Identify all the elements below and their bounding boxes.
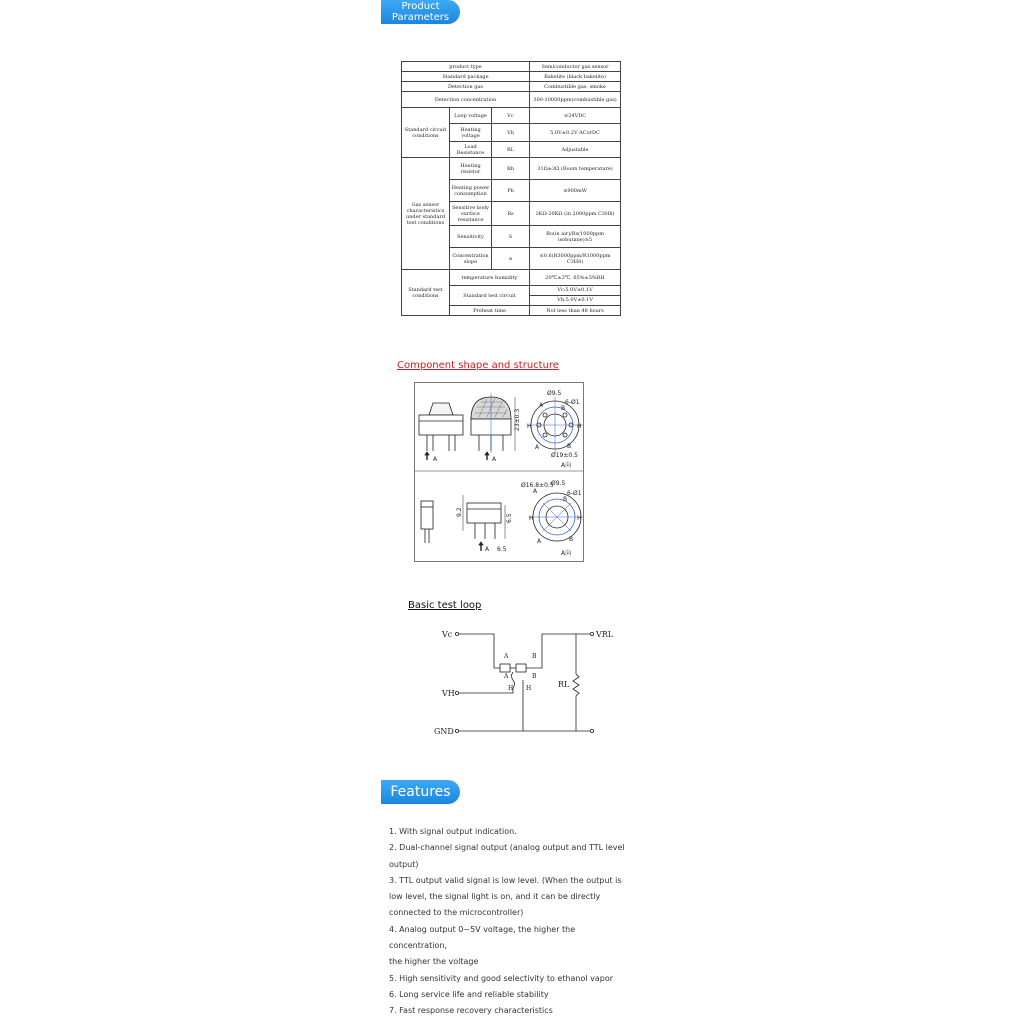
- param-value: ≤24VDC: [530, 108, 621, 124]
- dim-pitch: 6.5: [497, 546, 507, 553]
- list-item: output): [389, 859, 419, 869]
- side-view-a: [419, 403, 463, 463]
- param-value: ≤900mW: [530, 180, 621, 202]
- label-a-4: A: [535, 444, 540, 451]
- param-label: Detection concentration: [402, 92, 530, 108]
- features-list: [389, 824, 634, 1020]
- param-value: Not less than 48 hours: [530, 306, 621, 316]
- param-label: Heating resistor: [450, 158, 492, 180]
- list-item: low level, the signal light is on, and it can be directly: [389, 892, 601, 902]
- param-label: product type: [402, 62, 530, 72]
- table-row: [402, 62, 621, 72]
- heater-h-label-1: H: [508, 685, 514, 692]
- component-drawing: [414, 382, 584, 562]
- label-a-3: A: [539, 402, 544, 409]
- list-item: 3. TTL output valid signal is low level. (When the output is: [389, 875, 622, 885]
- param-symbol: RL: [492, 142, 530, 158]
- param-group: Standard test conditions: [402, 270, 450, 316]
- label-b-1: B: [561, 405, 566, 412]
- param-label: temperature humidity: [450, 270, 530, 286]
- circuit-svg: [430, 620, 614, 745]
- sensor-b-label-2: B: [532, 673, 537, 680]
- features-label: Features: [381, 780, 460, 804]
- param-group: Gas sensor characteristics under standard test conditions: [402, 158, 450, 270]
- view-label-2: A向: [561, 550, 572, 557]
- mesh-view: [471, 393, 521, 463]
- param-symbol: Rs: [492, 202, 530, 226]
- param-label: Preheat time: [450, 306, 530, 316]
- label-a-7: A: [537, 538, 542, 545]
- list-item: 6. Long service life and reliable stability: [389, 989, 549, 999]
- param-symbol: Vc: [492, 108, 530, 124]
- label-h-1: H: [527, 423, 532, 430]
- product-parameters-line1: Product: [401, 1, 440, 12]
- dim-height: 23±0.3: [514, 408, 521, 431]
- sensor-a-label-2: A: [504, 673, 509, 680]
- label-h-2: H: [577, 423, 582, 430]
- test-loop-title: Basic test loop: [408, 600, 482, 611]
- dim-mesh: Ø16.8±0.5: [521, 482, 554, 489]
- param-symbol: Vh: [492, 124, 530, 142]
- product-parameters-label: [381, 0, 460, 24]
- rl-label: RL: [558, 680, 570, 689]
- param-label: Heating voltage: [450, 124, 492, 142]
- sensor-electrode-b: [516, 664, 526, 672]
- param-label: Standard test circuit: [450, 286, 530, 306]
- sensor-b-label-1: B: [532, 653, 537, 660]
- list-item: 4. Analog output 0~5V voltage, the higher the concentration,: [389, 924, 576, 951]
- param-value: 300-10000ppm(combustible gas): [530, 92, 621, 108]
- component-diagram: [415, 383, 583, 561]
- parameters-table: [401, 61, 621, 316]
- param-label: Detection gas: [402, 82, 530, 92]
- bottom-view-bottom: [521, 480, 583, 557]
- param-symbol: Rh: [492, 158, 530, 180]
- param-value: 2KΩ-20KΩ (in 2000ppm C3H8): [530, 202, 621, 226]
- param-value: ≤0.6(R3000ppm/R1000ppm C3H8): [530, 248, 621, 270]
- param-label: Sensitive body surface resistance: [450, 202, 492, 226]
- param-group: Standard circuit conditions: [402, 108, 450, 158]
- table-row: [402, 158, 621, 180]
- table-row: [402, 72, 621, 82]
- vrl-label: VRL: [596, 630, 614, 639]
- param-value: Adjustable: [530, 142, 621, 158]
- label-a-2: A: [492, 456, 497, 463]
- list-item: connected to the microcontroller): [389, 908, 524, 918]
- param-value: Semiconductor gas sensor: [530, 62, 621, 72]
- param-value: [530, 286, 621, 306]
- gnd-label: GND: [434, 727, 454, 736]
- table-row: [402, 270, 621, 286]
- label-a-5: A: [485, 546, 490, 553]
- side-view-b: [421, 495, 513, 553]
- dim-holes-2: 6-Ø1: [567, 490, 582, 497]
- param-label: Standard package: [402, 72, 530, 82]
- param-label: Concentration slope: [450, 248, 492, 270]
- param-value: Combustible gas, smoke: [530, 82, 621, 92]
- vh-label: VH: [442, 689, 455, 698]
- param-value: 31Ω±3Ω (Room temperature): [530, 158, 621, 180]
- table-row: [402, 108, 621, 124]
- sensor-electrode-a: [500, 664, 510, 672]
- sensor-a-label-1: A: [504, 653, 509, 660]
- list-item: 2. Dual-channel signal output (analog output and TTL level: [389, 843, 625, 853]
- test-circuit-vc: Vc:5.0V±0.1V: [530, 286, 620, 296]
- dim-body: 9.2: [456, 507, 463, 517]
- dim-diameter-small-2: Ø9.5: [551, 480, 566, 487]
- test-circuit-vh: Vh:5.0V±0.1V: [557, 297, 593, 303]
- dim-diameter-small: Ø9.5: [547, 390, 562, 397]
- bottom-view-top: [527, 390, 583, 469]
- param-symbol: Ph: [492, 180, 530, 202]
- test-circuit-diagram: [430, 620, 614, 745]
- component-section-title: Component shape and structure: [397, 360, 559, 371]
- param-label: Load Resistance: [450, 142, 492, 158]
- label-b-4: B: [569, 536, 574, 543]
- table-row: [402, 82, 621, 92]
- label-b-2: B: [567, 443, 572, 450]
- table-row: [402, 92, 621, 108]
- param-value: 20℃±2℃, 65%±5%RH: [530, 270, 621, 286]
- label-b-3: B: [563, 496, 568, 503]
- list-item: 1. With signal output indication.: [389, 827, 517, 836]
- dim-holes: 6-Ø1: [565, 399, 580, 406]
- param-value: Bakelite (black bakelite): [530, 72, 621, 82]
- param-label: Heating power consumption: [450, 180, 492, 202]
- list-item: 5. High sensitivity and good selectivity to ethanol vapor: [389, 973, 614, 983]
- label-h-4: H: [577, 515, 582, 522]
- param-symbol: α: [492, 248, 530, 270]
- param-value: Ro(in air)/Rs(1000ppm isobutane)≥5: [530, 226, 621, 248]
- list-item: 7. Fast response recovery characteristics: [389, 1006, 553, 1016]
- param-value: 5.0V±0.2V ACorDC: [530, 124, 621, 142]
- dim-pin: 6.5: [506, 513, 513, 523]
- label-a-1: A: [433, 456, 438, 463]
- param-label: Loop voltage: [450, 108, 492, 124]
- view-label-1: A向: [561, 462, 572, 469]
- vc-label: Vc: [442, 630, 453, 639]
- param-label: Sensitivity: [450, 226, 492, 248]
- label-a-6: A: [533, 488, 538, 495]
- product-parameters-line2: Parameters: [391, 12, 450, 23]
- heater-h-label-2: H: [526, 685, 532, 692]
- param-symbol: S: [492, 226, 530, 248]
- load-resistor: [573, 674, 579, 696]
- label-h-3: H: [529, 515, 534, 522]
- list-item: the higher the voltage: [389, 957, 479, 967]
- dim-diameter-large: Ø19±0.5: [551, 452, 578, 459]
